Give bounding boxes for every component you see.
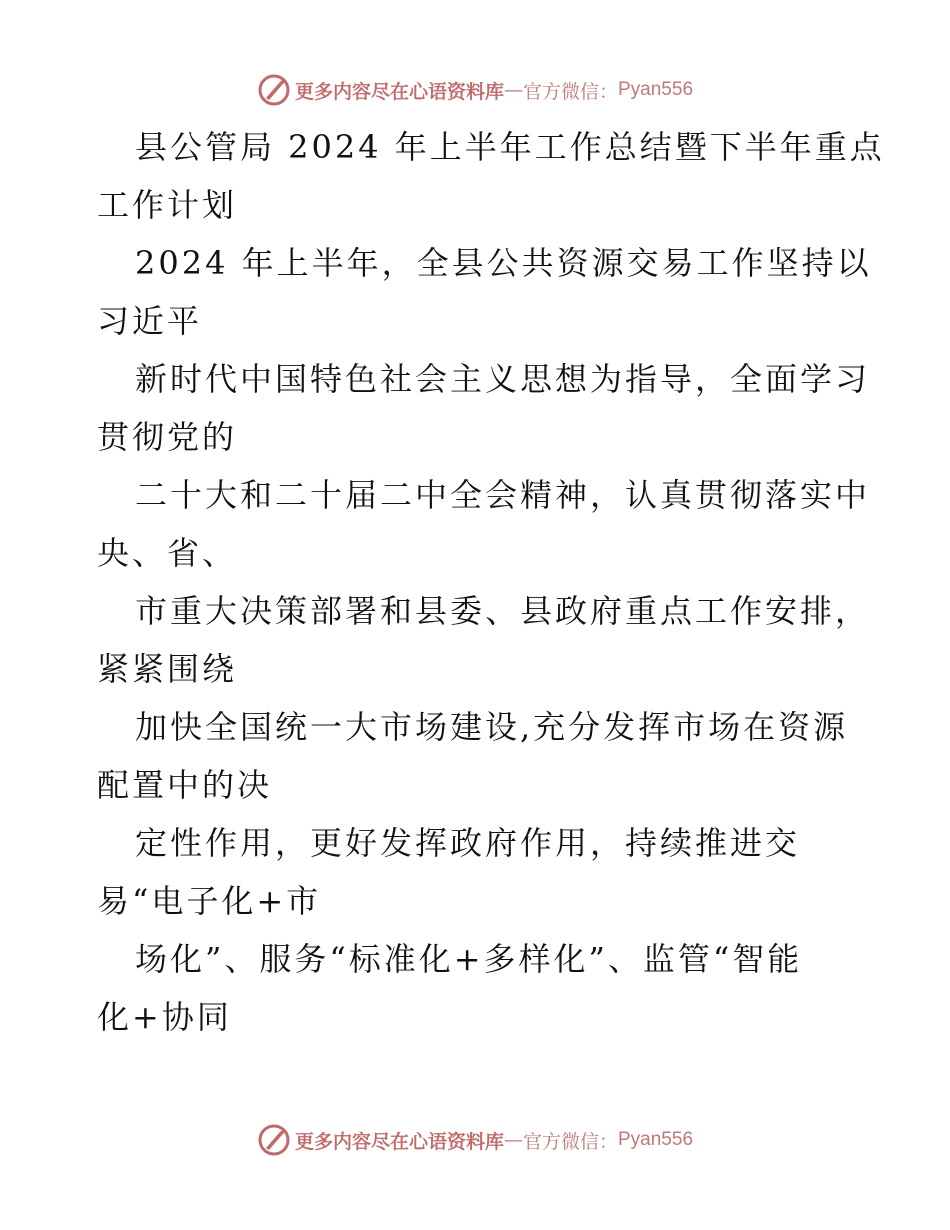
watermark-sub-text: 官方微信： (522, 1130, 618, 1153)
watermark-main-text: 更多内容尽在心语资料库 (294, 1130, 504, 1153)
watermark-wechat-id: Pyan556 (618, 79, 694, 100)
paragraph-line: 市重大决策部署和县委、县政府重点工作安排， (135, 592, 871, 630)
paragraph-line: 习近平 (97, 302, 203, 340)
paragraph-line: 二十大和二十届二中全会精神，认真贯彻落实中 (135, 476, 871, 514)
paragraph-line: 化+协同 (97, 998, 232, 1036)
watermark-main-text: 更多内容尽在心语资料库 (294, 80, 504, 103)
header-watermark (0, 70, 950, 110)
watermark-sub-text: 官方微信： (522, 80, 618, 103)
paragraph-line: 定性作用，更好发挥政府作用，持续推进交 (135, 824, 801, 862)
watermark-separator: — (503, 1129, 523, 1151)
paragraph-line: 央、省、 (97, 534, 238, 572)
footer-watermark (0, 1120, 950, 1160)
paragraph-line: 贯彻党的 (97, 418, 238, 456)
paragraph-line: 易“电子化+市 (97, 882, 322, 920)
watermark-separator: — (503, 79, 523, 101)
title-line-2: 工作计划 (97, 186, 238, 224)
paragraph-line: 配置中的决 (97, 766, 273, 804)
paragraph-line: 2024 年上半年，全县公共资源交易工作坚持以 (135, 244, 872, 282)
title-line-1: 县公管局 2024 年上半年工作总结暨下半年重点 (135, 128, 885, 166)
quill-logo-icon (257, 1123, 291, 1157)
document-body (97, 118, 885, 1046)
paragraph-line: 加快全国统一大市场建设,充分发挥市场在资源 (135, 708, 849, 746)
paragraph-line: 新时代中国特色社会主义思想为指导，全面学习 (135, 360, 871, 398)
watermark-wechat-id: Pyan556 (618, 1129, 694, 1150)
paragraph-line: 场化”、服务“标准化+多样化”、监管“智能 (135, 940, 803, 978)
paragraph-line: 紧紧围绕 (97, 650, 238, 688)
quill-logo-icon (257, 73, 291, 107)
